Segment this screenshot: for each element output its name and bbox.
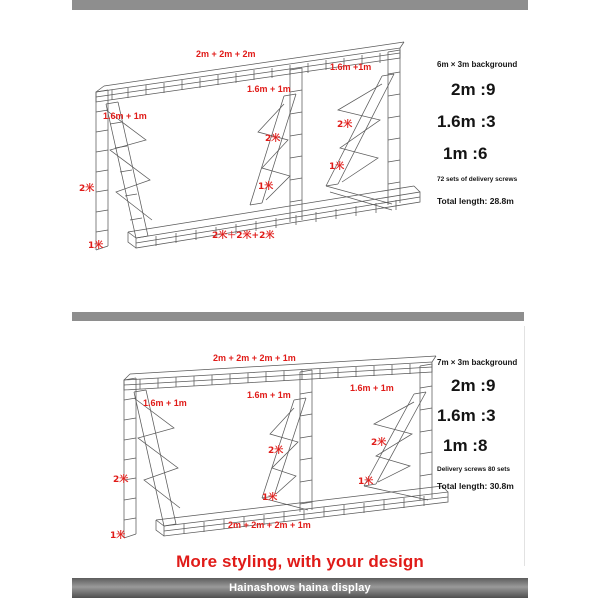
dimension-label: 1米: [88, 241, 104, 251]
dimension-label: 1米: [329, 162, 345, 172]
dimension-label: 1米: [262, 493, 278, 503]
dimension-label: 1.6m + 1m: [247, 390, 291, 400]
background-size-label: 7m × 3m background: [437, 358, 518, 367]
spec-block-7m: [437, 358, 517, 491]
brand-banner: [72, 578, 528, 598]
dimension-label: 2米＋2米+2米: [212, 231, 275, 241]
dimension-label: 1.6m +1m: [330, 62, 372, 72]
dimension-label: 2米: [337, 120, 353, 130]
dimension-label: 1.6m + 1m: [143, 398, 187, 408]
total-length-label: Total length: 30.8m: [437, 481, 514, 491]
truss-panel-7m: [124, 356, 448, 538]
dimension-label: 2m + 2m + 2m: [196, 49, 256, 59]
spec-qty-2m: 2m :9: [451, 376, 496, 395]
dimension-label: 2米: [268, 446, 284, 456]
spec-qty-1m: 1m :6: [443, 144, 488, 163]
brand-banner-text: Hainashows haina display: [229, 582, 371, 594]
delivery-screws-label: 72 sets of delivery screws: [437, 176, 518, 183]
total-length-label: Total length: 28.8m: [437, 196, 514, 206]
vertical-divider-line: [524, 326, 525, 566]
top-gray-bar: [72, 0, 528, 10]
dimension-label: 1.6m + 1m: [103, 111, 147, 121]
dimension-label: 1.6m + 1m: [350, 383, 394, 393]
dimension-label: 2m + 2m + 2m + 1m: [213, 353, 296, 363]
dimension-label: 2米: [371, 438, 387, 448]
spec-block-6m: [437, 60, 517, 206]
dimension-label: 2m + 2m + 2m + 1m: [228, 520, 311, 530]
dimension-label: 1米: [110, 531, 126, 541]
dimension-label: 1.6m + 1m: [247, 84, 291, 94]
dimension-label: 1米: [258, 182, 274, 192]
spec-qty-1p6m: 1.6m :3: [437, 406, 496, 425]
dimension-label: 2米: [79, 184, 95, 194]
tagline: More styling, with your design: [176, 552, 424, 571]
background-size-label: 6m × 3m background: [437, 60, 518, 69]
delivery-screws-label: Delivery screws 80 sets: [437, 466, 510, 473]
spec-qty-1m: 1m :8: [443, 436, 488, 455]
dimension-label: 2米: [265, 134, 281, 144]
spec-qty-1p6m: 1.6m :3: [437, 112, 496, 131]
truss-panel-6m: [96, 42, 420, 250]
dimension-label: 2米: [113, 475, 129, 485]
middle-gray-divider-bar: [72, 312, 524, 321]
dimension-label: 1米: [358, 477, 374, 487]
spec-qty-2m: 2m :9: [451, 80, 496, 99]
